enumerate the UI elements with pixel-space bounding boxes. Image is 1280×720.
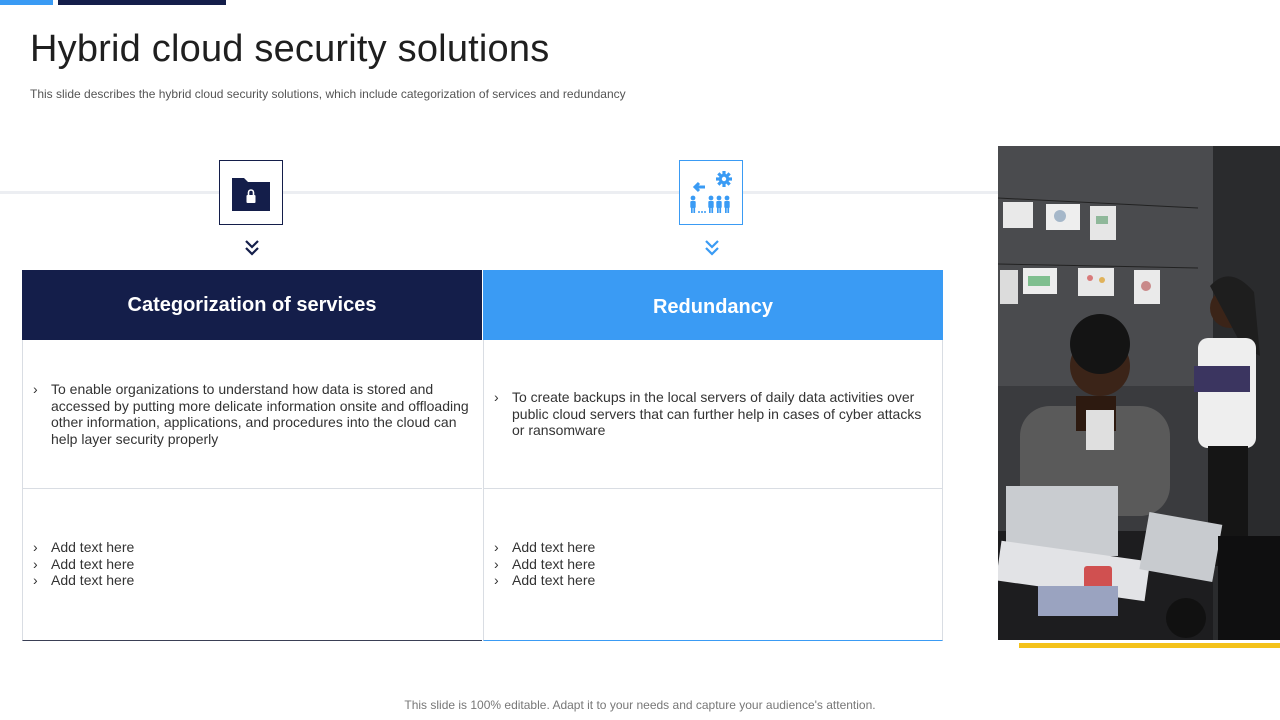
redundancy-heading: Redundancy <box>483 270 943 340</box>
list-item: › Add text here <box>33 572 134 589</box>
redundancy-column <box>483 270 943 641</box>
list-item: › Add text here <box>494 556 595 573</box>
top-accent-bar-light <box>0 0 53 5</box>
page-title: Hybrid cloud security solutions <box>30 28 550 70</box>
divider-line <box>0 191 998 194</box>
photo-accent-bar <box>1019 643 1280 648</box>
page-subtitle: This slide describes the hybrid cloud security solutions, which include categorization of services and redundancy <box>30 87 626 101</box>
redundancy-placeholder-cell <box>484 489 942 639</box>
list-item: › Add text here <box>33 556 134 573</box>
list-item: › Add text here <box>494 539 595 556</box>
redundancy-description-cell <box>484 340 942 489</box>
double-chevron-down-icon <box>242 238 262 258</box>
categorization-placeholder-cell <box>23 489 482 639</box>
footer-note: This slide is 100% editable. Adapt it to your needs and capture your audience's attention. <box>404 698 876 712</box>
categorization-heading: Categorization of services <box>22 270 482 340</box>
double-chevron-down-icon <box>702 238 722 258</box>
top-accent-bar-dark <box>58 0 226 5</box>
redundancy-placeholder-list <box>494 539 595 589</box>
network-backup-icon-box <box>679 160 743 225</box>
categorization-description-cell <box>23 340 482 489</box>
categorization-column <box>22 270 482 641</box>
network-backup-icon <box>685 168 737 218</box>
folder-lock-icon <box>231 173 271 213</box>
redundancy-description-list <box>494 389 930 439</box>
folder-lock-icon-box <box>219 160 283 225</box>
categorization-description-list <box>33 381 470 447</box>
list-item: › To create backups in the local servers of daily data activities over public cloud servers that can further help in cases of cyber attacks or ransomware <box>494 389 930 439</box>
office-photo <box>998 146 1280 640</box>
list-item: › Add text here <box>33 539 134 556</box>
list-item: › To enable organizations to understand how data is stored and accessed by putting more delicate information onsite and offloading other information, applications, and procedures into the cloud can help layer security properly <box>33 381 470 447</box>
categorization-placeholder-list <box>33 539 134 589</box>
list-item: › Add text here <box>494 572 595 589</box>
